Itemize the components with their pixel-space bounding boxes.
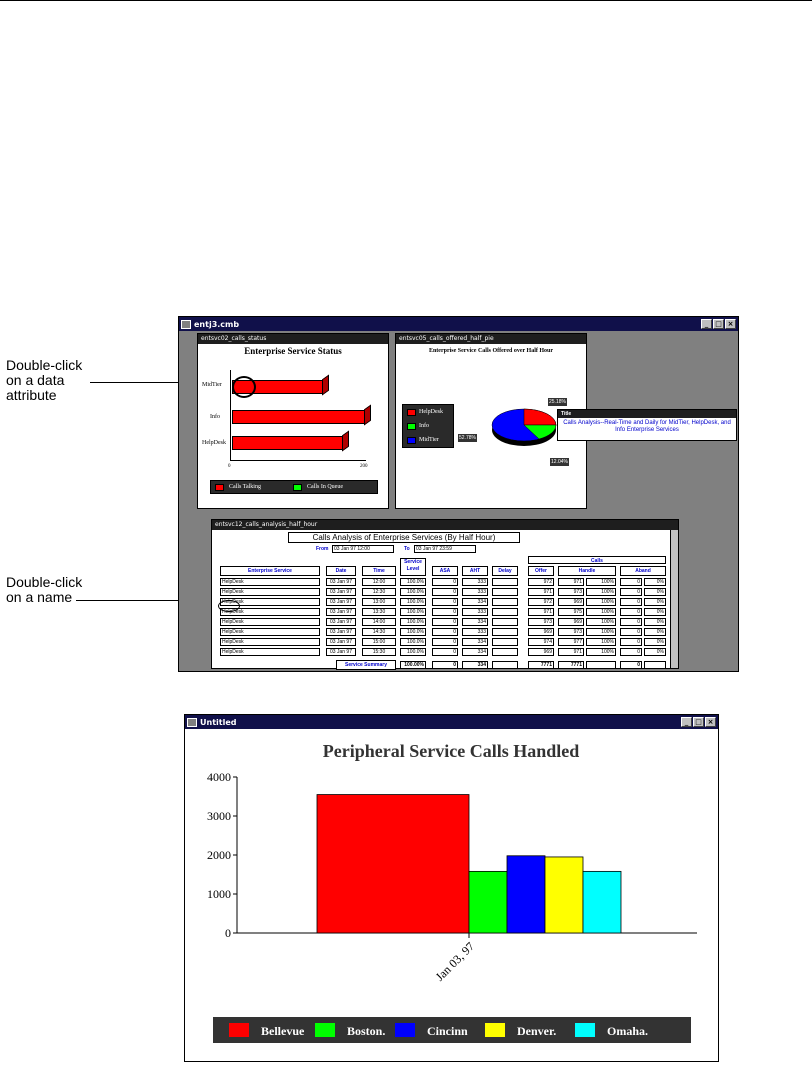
close-icon[interactable]: × bbox=[725, 319, 736, 329]
cmb-window bbox=[178, 316, 739, 672]
summary-cell: 0 bbox=[432, 661, 458, 669]
pie-legend-helpdesk: HelpDesk bbox=[419, 409, 443, 415]
y-tick-label: 2000 bbox=[207, 848, 231, 862]
summary-cell: 334 bbox=[462, 661, 488, 669]
table-cell: 100% bbox=[586, 628, 616, 636]
page-top-rule bbox=[0, 0, 812, 1]
status-legend bbox=[210, 480, 378, 494]
table-cell: 03 Jan 97 bbox=[326, 608, 356, 616]
legend-swatch bbox=[485, 1023, 505, 1037]
table-cell: 975 bbox=[558, 608, 584, 616]
summary-cell bbox=[644, 661, 666, 669]
table-cell: 03 Jan 97 bbox=[326, 638, 356, 646]
table-cell: 974 bbox=[528, 638, 554, 646]
table-cell: 0 bbox=[620, 648, 642, 656]
table-cell bbox=[492, 628, 518, 636]
y-tick-label: 4000 bbox=[207, 770, 231, 784]
category-label-info[interactable]: Info bbox=[210, 414, 220, 420]
table-title: Calls Analysis of Enterprise Services (By Half Hour) bbox=[288, 532, 520, 543]
table-cell: 971 bbox=[558, 578, 584, 586]
table-cell: 13:00 bbox=[362, 598, 396, 606]
chart-title: Peripheral Service Calls Handled bbox=[322, 741, 580, 761]
untitled-window bbox=[184, 714, 719, 1062]
table-cell: 0 bbox=[432, 578, 458, 586]
enterprise-service-name[interactable]: HelpDesk bbox=[220, 628, 320, 636]
col-offer[interactable]: Offer bbox=[528, 566, 554, 576]
tooltip-text: Calls Analysis--Real-Time and Daily for MidTier, HelpDesk, and Info Enterprise Services bbox=[563, 420, 731, 433]
col-time[interactable]: Time bbox=[362, 566, 396, 576]
table-cell: 03 Jan 97 bbox=[326, 628, 356, 636]
col-aht[interactable]: AHT bbox=[462, 566, 488, 576]
category-label-midtier[interactable]: MidTier bbox=[202, 382, 222, 388]
col-asa[interactable]: ASA bbox=[432, 566, 458, 576]
pie-legend-midtier: MidTier bbox=[419, 437, 439, 443]
title-tooltip bbox=[557, 409, 737, 441]
col-delay[interactable]: Delay bbox=[492, 566, 518, 576]
legend-swatch bbox=[229, 1023, 249, 1037]
tooltip-title: Title bbox=[558, 410, 736, 418]
summary-cell: 7771 bbox=[528, 661, 554, 669]
enterprise-service-name[interactable]: HelpDesk bbox=[220, 618, 320, 626]
legend-calls-in-queue: Calls In Queue bbox=[307, 484, 343, 490]
table-cell: 100.0% bbox=[400, 648, 426, 656]
close-icon[interactable]: × bbox=[705, 717, 716, 727]
table-cell: 334 bbox=[462, 648, 488, 656]
table-cell: 971 bbox=[528, 608, 554, 616]
pie-chart-title: Enterprise Service Calls Offered over Half Hour bbox=[428, 348, 554, 354]
table-cell: 0 bbox=[620, 588, 642, 596]
pie-swatch-info bbox=[407, 423, 416, 430]
table-cell: 0 bbox=[432, 618, 458, 626]
table-cell: 334 bbox=[462, 638, 488, 646]
highlight-circle-name bbox=[218, 600, 240, 612]
table-cell: 333 bbox=[462, 628, 488, 636]
pie-swatch-midtier bbox=[407, 437, 416, 444]
legend-calls-talking: Calls Talking bbox=[229, 484, 261, 490]
minimize-icon[interactable]: _ bbox=[701, 319, 712, 329]
status-panel bbox=[197, 333, 389, 509]
calls-analysis-panel bbox=[211, 519, 679, 669]
table-cell: 0 bbox=[620, 608, 642, 616]
table-cell: 969 bbox=[558, 598, 584, 606]
table-cell: 100.0% bbox=[400, 608, 426, 616]
from-label: From bbox=[316, 546, 329, 552]
legend-swatch bbox=[575, 1023, 595, 1037]
table-cell: 100% bbox=[586, 598, 616, 606]
table-cell: 0 bbox=[620, 618, 642, 626]
table-cell: 13:30 bbox=[362, 608, 396, 616]
table-cell: 0 bbox=[432, 608, 458, 616]
table-cell: 0% bbox=[644, 618, 666, 626]
to-label: To bbox=[404, 546, 410, 552]
summary-cell: 7771 bbox=[558, 661, 584, 669]
table-cell: 0% bbox=[644, 598, 666, 606]
y-tick-label: 3000 bbox=[207, 809, 231, 823]
table-cell: 334 bbox=[462, 618, 488, 626]
legend-swatch-queue bbox=[293, 484, 302, 491]
table-cell: 100% bbox=[586, 608, 616, 616]
table-cell: 972 bbox=[528, 598, 554, 606]
peripheral-calls-chart bbox=[185, 729, 718, 1061]
table-cell: 973 bbox=[528, 618, 554, 626]
pie-label-info: 12.04% bbox=[551, 459, 568, 465]
pie-label-helpdesk: 25.18% bbox=[549, 399, 566, 405]
table-cell: 969 bbox=[558, 618, 584, 626]
enterprise-service-name[interactable]: HelpDesk bbox=[220, 598, 320, 606]
enterprise-service-name[interactable]: HelpDesk bbox=[220, 648, 320, 656]
x-tick-label: Jan 03, 97 bbox=[432, 939, 478, 984]
chart-area bbox=[185, 729, 718, 1061]
table-cell: 0 bbox=[432, 638, 458, 646]
pie-swatch-helpdesk bbox=[407, 409, 416, 416]
col-aband[interactable]: Aband bbox=[620, 566, 666, 576]
table-cell: 977 bbox=[558, 638, 584, 646]
table-cell: 969 bbox=[528, 628, 554, 636]
col-handle[interactable]: Handle bbox=[558, 566, 616, 576]
table-cell: 14:00 bbox=[362, 618, 396, 626]
maximize-icon[interactable]: □ bbox=[713, 319, 724, 329]
table-cell: 100.0% bbox=[400, 588, 426, 596]
y-tick-label: 1000 bbox=[207, 887, 231, 901]
table-cell: 100.0% bbox=[400, 598, 426, 606]
pie-legend bbox=[402, 404, 454, 448]
bar-boston[interactable] bbox=[469, 871, 507, 933]
summary-cell bbox=[492, 661, 518, 669]
table-cell: 0 bbox=[620, 638, 642, 646]
table-cell bbox=[492, 608, 518, 616]
table-cell: 100.0% bbox=[400, 628, 426, 636]
table-cell: 12:00 bbox=[362, 578, 396, 586]
table-cell: 0% bbox=[644, 638, 666, 646]
table-cell: 03 Jan 97 bbox=[326, 588, 356, 596]
col-enterprise-service[interactable]: Enterprise Service bbox=[220, 566, 320, 576]
table-cell: 0% bbox=[644, 608, 666, 616]
table-cell: 971 bbox=[558, 648, 584, 656]
table-cell: 15:30 bbox=[362, 648, 396, 656]
table-panel-header: entsvc12_calls_analysis_half_hour bbox=[212, 520, 678, 530]
table-cell bbox=[492, 578, 518, 586]
from-field[interactable]: 03 Jan 97 12:00 bbox=[332, 545, 394, 553]
calls-group-header: Calls bbox=[528, 556, 666, 564]
table-cell: 973 bbox=[558, 588, 584, 596]
table-cell: 333 bbox=[462, 608, 488, 616]
legend-label: Denver. bbox=[517, 1024, 557, 1038]
pie-slice-helpdesk bbox=[524, 409, 556, 425]
category-label-helpdesk[interactable]: HelpDesk bbox=[202, 440, 226, 446]
service-summary-button[interactable]: Service Summary bbox=[336, 660, 396, 670]
table-cell: 15:00 bbox=[362, 638, 396, 646]
table-cell bbox=[492, 588, 518, 596]
minimize-icon[interactable]: _ bbox=[681, 717, 692, 727]
pie-legend-info: Info bbox=[419, 423, 429, 429]
bar-omaha[interactable] bbox=[583, 871, 621, 933]
table-cell: 0 bbox=[620, 598, 642, 606]
table-cell: 971 bbox=[528, 588, 554, 596]
legend-swatch-talking bbox=[215, 484, 224, 491]
col-date[interactable]: Date bbox=[326, 566, 356, 576]
table-cell: 0% bbox=[644, 648, 666, 656]
status-tick-200: 200 bbox=[360, 464, 368, 469]
table-cell: 333 bbox=[462, 588, 488, 596]
bar-bellevue[interactable] bbox=[317, 795, 469, 933]
legend-label: Cincinn bbox=[427, 1024, 468, 1038]
table-cell: 100.0% bbox=[400, 578, 426, 586]
status-x-axis bbox=[230, 460, 366, 461]
table-cell: 334 bbox=[462, 598, 488, 606]
bar-info[interactable] bbox=[232, 410, 366, 424]
callout-name: Double-click on a name bbox=[6, 574, 83, 605]
enterprise-service-name[interactable]: HelpDesk bbox=[220, 578, 320, 586]
table-cell: 03 Jan 97 bbox=[326, 578, 356, 586]
app-icon bbox=[181, 320, 191, 329]
table-cell: 100% bbox=[586, 618, 616, 626]
table-cell bbox=[492, 648, 518, 656]
table-cell: 100.0% bbox=[400, 618, 426, 626]
table-cell: 12:30 bbox=[362, 588, 396, 596]
status-y-axis bbox=[230, 370, 231, 460]
highlight-circle-data-attribute bbox=[232, 376, 256, 398]
table-cell bbox=[492, 598, 518, 606]
enterprise-service-name[interactable]: HelpDesk bbox=[220, 608, 320, 616]
status-panel-header: entsvc02_calls_status bbox=[198, 334, 388, 344]
table-cell: 0 bbox=[432, 598, 458, 606]
pie-chart[interactable] bbox=[484, 400, 564, 460]
table-cell: 100% bbox=[586, 648, 616, 656]
table-cell: 14:30 bbox=[362, 628, 396, 636]
table-cell: 333 bbox=[462, 578, 488, 586]
table-cell bbox=[492, 638, 518, 646]
table-cell: 973 bbox=[558, 628, 584, 636]
bar-helpdesk[interactable] bbox=[232, 436, 344, 450]
callout-data-attribute: Double-click on a data attribute bbox=[6, 357, 83, 403]
app-icon bbox=[187, 718, 197, 727]
table-cell: 0 bbox=[432, 628, 458, 636]
legend-swatch bbox=[395, 1023, 415, 1037]
table-cell: 0 bbox=[432, 588, 458, 596]
bar-denver[interactable] bbox=[545, 857, 583, 933]
summary-cell: 100.00% bbox=[400, 661, 426, 669]
status-tick-0: 0 bbox=[228, 464, 231, 469]
pie-panel-header: entsvc05_calls_offered_half_pie bbox=[396, 334, 586, 344]
table-cell: 03 Jan 97 bbox=[326, 648, 356, 656]
table-cell: 03 Jan 97 bbox=[326, 598, 356, 606]
maximize-icon[interactable]: □ bbox=[693, 717, 704, 727]
cmb-window-titlebar[interactable] bbox=[179, 317, 738, 331]
table-cell: 100.0% bbox=[400, 638, 426, 646]
table-cell: 100% bbox=[586, 578, 616, 586]
legend-label: Bellevue bbox=[261, 1024, 305, 1038]
table-cell: 0 bbox=[432, 648, 458, 656]
untitled-window-titlebar[interactable] bbox=[185, 715, 718, 729]
table-cell: 100% bbox=[586, 588, 616, 596]
table-cell bbox=[492, 618, 518, 626]
table-cell: 0% bbox=[644, 628, 666, 636]
legend-label: Omaha. bbox=[607, 1024, 649, 1038]
summary-cell: 0 bbox=[620, 661, 642, 669]
enterprise-service-name[interactable]: HelpDesk bbox=[220, 638, 320, 646]
col-service-level[interactable]: Service Level bbox=[400, 558, 426, 576]
pie-label-midtier: 52.78% bbox=[459, 435, 476, 441]
table-cell: 0% bbox=[644, 578, 666, 586]
table-cell: 100% bbox=[586, 638, 616, 646]
bar-cincinn[interactable] bbox=[507, 856, 545, 933]
table-cell: 0 bbox=[620, 578, 642, 586]
y-tick-label: 0 bbox=[225, 926, 231, 940]
legend-label: Boston. bbox=[347, 1024, 386, 1038]
legend-swatch bbox=[315, 1023, 335, 1037]
table-cell: 972 bbox=[528, 578, 554, 586]
table-cell: 969 bbox=[528, 648, 554, 656]
window-title: entj3.cmb bbox=[194, 319, 240, 329]
table-scrollbar[interactable] bbox=[670, 530, 678, 668]
status-chart-title: Enterprise Service Status bbox=[244, 346, 342, 356]
window-title: Untitled bbox=[200, 717, 237, 727]
table-cell: 0% bbox=[644, 588, 666, 596]
table-cell: 03 Jan 97 bbox=[326, 618, 356, 626]
enterprise-service-name[interactable]: HelpDesk bbox=[220, 588, 320, 596]
summary-cell bbox=[586, 661, 616, 669]
table-cell: 0 bbox=[620, 628, 642, 636]
to-field[interactable]: 03 Jan 97 23:59 bbox=[414, 545, 476, 553]
